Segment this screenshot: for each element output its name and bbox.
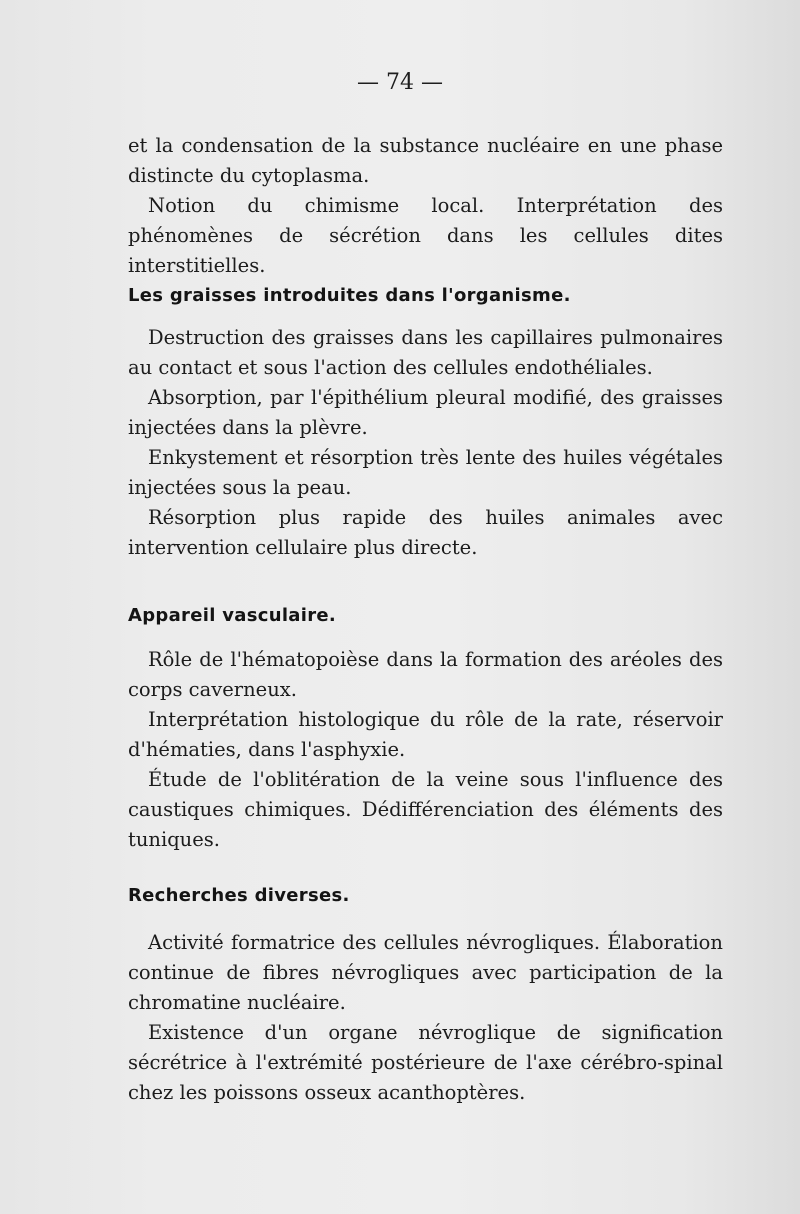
paragraph: et la condensation de la substance nucléaire en une phase distincte du cytoplasma.	[128, 134, 723, 187]
paragraph: Étude de l'oblitération de la veine sous l'influence des caustiques chimiques. Dédifférenciation des éléments des tuniques.	[128, 768, 723, 851]
section-heading: Les graisses introduites dans l'organisme.	[128, 285, 571, 306]
paragraph: Rôle de l'hématopoièse dans la formation des aréoles des corps caverneux.	[128, 648, 723, 701]
paragraph: Destruction des graisses dans les capillaires pulmonaires au contact et sous l'action des cellules endothéliales.	[128, 326, 723, 379]
paragraph: Interprétation histologique du rôle de la rate, réservoir d'hématies, dans l'asphyxie.	[128, 708, 723, 761]
section-body	[128, 323, 723, 563]
paragraph: Notion du chimisme local. Interprétation des phénomènes de sécrétion dans les cellules dites interstitielles.	[128, 194, 723, 277]
paragraph: Absorption, par l'épithélium pleural modifié, des graisses injectées dans la plèvre.	[128, 386, 723, 439]
section-heading: Appareil vasculaire.	[128, 605, 337, 626]
section-body	[128, 645, 723, 855]
section-heading: Recherches diverses.	[128, 885, 350, 906]
paragraph: Résorption plus rapide des huiles animales avec intervention cellulaire plus directe.	[128, 506, 723, 559]
paragraph: Activité formatrice des cellules névrogliques. Élaboration continue de fibres névrogliques avec participation de la chromatine nucléaire.	[128, 931, 723, 1014]
section-body	[128, 928, 723, 1108]
page-number: — 74 —	[357, 70, 443, 95]
paragraph: Existence d'un organe névroglique de signification sécrétrice à l'extrémité postérieure de l'axe cérébro-spinal chez les poissons osseux acanthoptères.	[128, 1021, 723, 1104]
intro-block	[128, 131, 723, 281]
paragraph: Enkystement et résorption très lente des huiles végétales injectées sous la peau.	[128, 446, 723, 499]
